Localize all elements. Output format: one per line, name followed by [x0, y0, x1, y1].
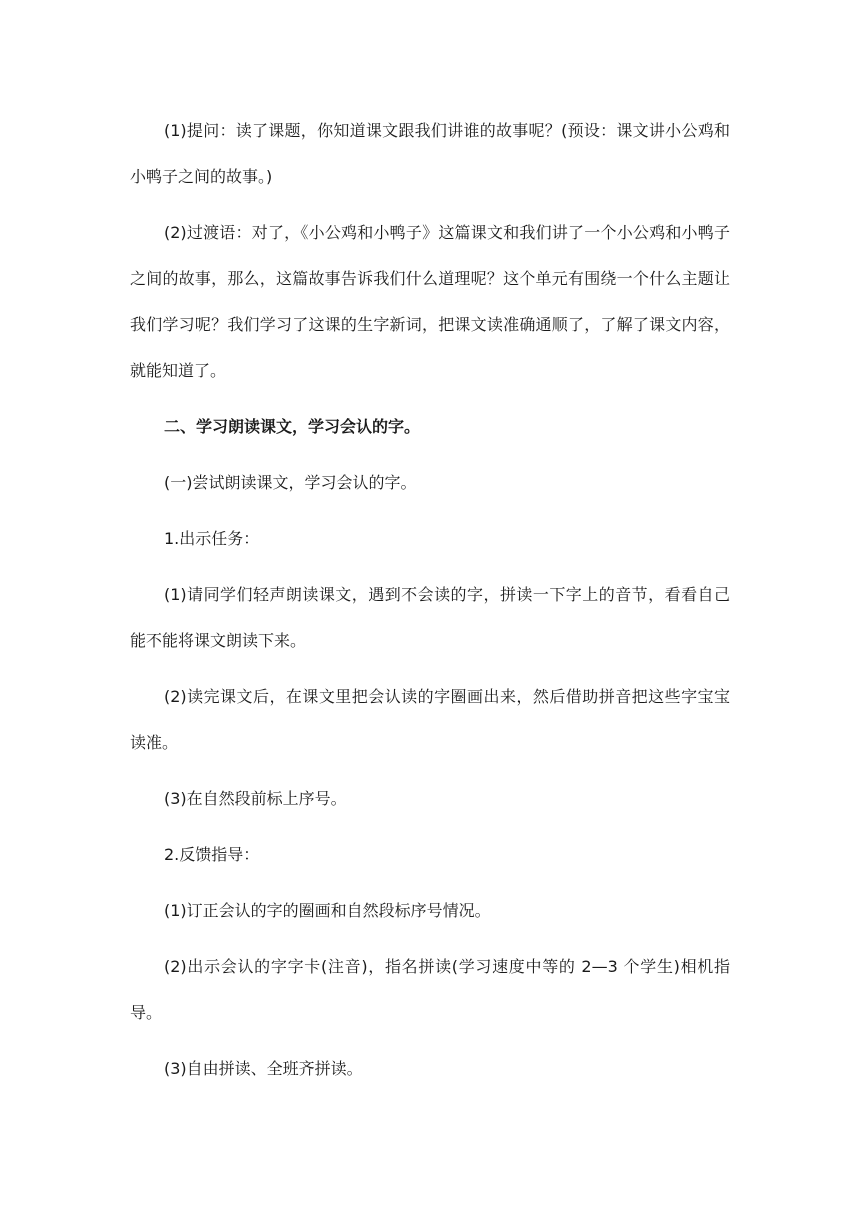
task-item-3: (3)在自然段前标上序号。: [164, 789, 347, 808]
document-page: [130, 108, 730, 1092]
section-heading: 二、学习朗读课文，学习会认的字。: [164, 417, 421, 436]
feedback-item-3: (3)自由拼读、全班齐拼读。: [164, 1059, 363, 1078]
feedback-item-1: (1)订正会认的字的圈画和自然段标序号情况。: [164, 901, 491, 920]
subsection-heading: (一)尝试朗读课文，学习会认的字。: [164, 473, 417, 492]
paragraph-transition: (2)过渡语：对了，《小公鸡和小鸭子》这篇课文和我们讲了一个小公鸡和小鸭子之间的故事，那么，这篇故事告诉我们什么道理呢？这个单元有围绕一个什么主题让我们学习呢？我们学习了这课的生字新词，把课文读准确通顺了，了解了课文内容，就能知道了。: [130, 223, 730, 380]
task-item-2: (2)读完课文后，在课文里把会认读的字圈画出来，然后借助拼音把这些字宝宝读准。: [130, 687, 730, 752]
feedback-heading: 2.反馈指导：: [164, 845, 260, 864]
task-item-1: (1)请同学们轻声朗读课文，遇到不会读的字，拼读一下字上的音节，看看自己能不能将课文朗读下来。: [130, 585, 730, 650]
task-heading: 1.出示任务：: [164, 529, 260, 548]
feedback-item-2: (2)出示会认的字字卡(注音)，指名拼读(学习速度中等的 2—3 个学生)相机指导。: [130, 957, 730, 1022]
paragraph-question: (1)提问：读了课题，你知道课文跟我们讲谁的故事呢？(预设：课文讲小公鸡和小鸭子之间的故事。): [130, 121, 730, 186]
